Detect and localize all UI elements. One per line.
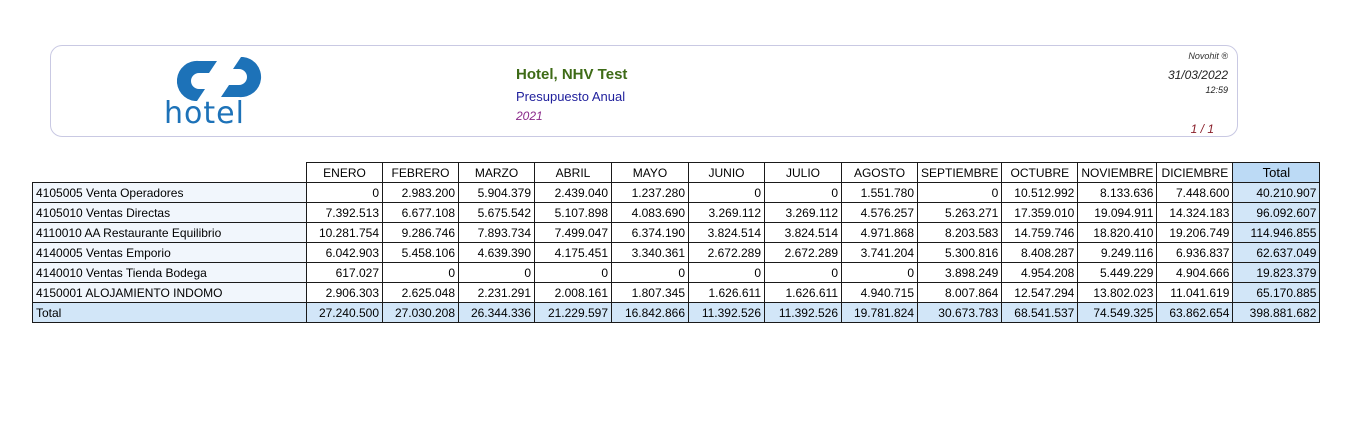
month-value: 8.408.287	[1002, 243, 1078, 263]
account-name: 4140005 Ventas Emporio	[33, 243, 307, 263]
account-name: 4110010 AA Restaurante Equilibrio	[33, 223, 307, 243]
month-value: 1.626.611	[765, 283, 842, 303]
account-name: 4140010 Ventas Tienda Bodega	[33, 263, 307, 283]
report-year: 2021	[516, 109, 543, 123]
month-value: 11.041.619	[1157, 283, 1233, 303]
month-value: 0	[307, 183, 383, 203]
month-value: 0	[689, 183, 765, 203]
month-value: 1.626.611	[689, 283, 765, 303]
table-row	[33, 223, 1320, 243]
table-row	[33, 183, 1320, 203]
month-value: 6.677.108	[383, 203, 459, 223]
report-time: 12:59	[1205, 85, 1228, 95]
month-value: 3.898.249	[918, 263, 1002, 283]
month-value: 1.807.345	[612, 283, 689, 303]
month-value: 14.759.746	[1002, 223, 1078, 243]
page-indicator: 1 / 1	[1190, 122, 1214, 136]
month-value: 5.449.229	[1078, 263, 1157, 283]
month-value: 0	[535, 263, 612, 283]
month-total: 63.862.654	[1157, 303, 1233, 323]
month-value: 3.824.514	[689, 223, 765, 243]
column-header: MAYO	[612, 163, 689, 183]
month-value: 4.904.666	[1157, 263, 1233, 283]
column-header: MARZO	[459, 163, 535, 183]
report-date: 31/03/2022	[1167, 68, 1228, 82]
month-value: 3.741.204	[842, 243, 918, 263]
month-value: 10.281.754	[307, 223, 383, 243]
month-total: 11.392.526	[765, 303, 842, 323]
month-value: 0	[765, 183, 842, 203]
month-value: 8.203.583	[918, 223, 1002, 243]
column-header: NOVIEMBRE	[1078, 163, 1157, 183]
month-value: 1.551.780	[842, 183, 918, 203]
report-subtitle: Presupuesto Anual	[516, 89, 626, 104]
report-hotel-title: Hotel, NHV Test	[516, 66, 628, 83]
column-header: ENERO	[307, 163, 383, 183]
row-total: 40.210.907	[1233, 183, 1320, 203]
row-total: 19.823.379	[1233, 263, 1320, 283]
month-value: 3.269.112	[689, 203, 765, 223]
column-header: ABRIL	[535, 163, 612, 183]
month-value: 2.231.291	[459, 283, 535, 303]
month-value: 7.499.047	[535, 223, 612, 243]
month-value: 617.027	[307, 263, 383, 283]
grand-total: 398.881.682	[1233, 303, 1320, 323]
month-value: 4.175.451	[535, 243, 612, 263]
month-value: 2.625.048	[383, 283, 459, 303]
month-total: 26.344.336	[459, 303, 535, 323]
month-value: 5.458.106	[383, 243, 459, 263]
month-value: 2.008.161	[535, 283, 612, 303]
column-header: JULIO	[765, 163, 842, 183]
month-value: 0	[918, 183, 1002, 203]
column-header: SEPTIEMBRE	[918, 163, 1002, 183]
month-value: 17.359.010	[1002, 203, 1078, 223]
month-value: 2.439.040	[535, 183, 612, 203]
account-name: 4150001 ALOJAMIENTO INDOMO	[33, 283, 307, 303]
month-total: 74.549.325	[1078, 303, 1157, 323]
account-name: 4105010 Ventas Directas	[33, 203, 307, 223]
hotel-logo-wordmark: hotel	[164, 96, 245, 131]
month-value: 13.802.023	[1078, 283, 1157, 303]
month-value: 0	[842, 263, 918, 283]
month-value: 0	[689, 263, 765, 283]
table-total-row	[33, 303, 1320, 323]
table-row	[33, 243, 1320, 263]
month-value: 18.820.410	[1078, 223, 1157, 243]
month-value: 4.083.690	[612, 203, 689, 223]
month-value: 6.936.837	[1157, 243, 1233, 263]
month-value: 5.263.271	[918, 203, 1002, 223]
account-name: 4105005 Venta Operadores	[33, 183, 307, 203]
month-total: 11.392.526	[689, 303, 765, 323]
month-total: 16.842.866	[612, 303, 689, 323]
month-value: 8.133.636	[1078, 183, 1157, 203]
month-value: 7.392.513	[307, 203, 383, 223]
month-value: 4.954.208	[1002, 263, 1078, 283]
month-value: 4.940.715	[842, 283, 918, 303]
month-value: 6.042.903	[307, 243, 383, 263]
month-value: 5.300.816	[918, 243, 1002, 263]
total-column-header: Total	[1233, 163, 1320, 183]
month-value: 14.324.183	[1157, 203, 1233, 223]
column-header: AGOSTO	[842, 163, 918, 183]
month-value: 3.824.514	[765, 223, 842, 243]
month-value: 2.672.289	[765, 243, 842, 263]
row-total: 96.092.607	[1233, 203, 1320, 223]
month-value: 3.340.361	[612, 243, 689, 263]
month-value: 12.547.294	[1002, 283, 1078, 303]
month-value: 0	[383, 263, 459, 283]
month-total: 19.781.824	[842, 303, 918, 323]
brand-label: Novohit ®	[1188, 51, 1228, 61]
month-value: 0	[459, 263, 535, 283]
month-value: 9.286.746	[383, 223, 459, 243]
column-header: DICIEMBRE	[1157, 163, 1233, 183]
month-value: 4.639.390	[459, 243, 535, 263]
month-value: 5.904.379	[459, 183, 535, 203]
month-value: 19.206.749	[1157, 223, 1233, 243]
month-total: 30.673.783	[918, 303, 1002, 323]
month-value: 1.237.280	[612, 183, 689, 203]
month-value: 3.269.112	[765, 203, 842, 223]
month-value: 2.983.200	[383, 183, 459, 203]
month-total: 21.229.597	[535, 303, 612, 323]
month-value: 4.576.257	[842, 203, 918, 223]
month-value: 7.893.734	[459, 223, 535, 243]
month-value: 10.512.992	[1002, 183, 1078, 203]
budget-table	[32, 162, 1320, 323]
month-value: 5.675.542	[459, 203, 535, 223]
month-value: 2.906.303	[307, 283, 383, 303]
column-header: JUNIO	[689, 163, 765, 183]
column-header: OCTUBRE	[1002, 163, 1078, 183]
month-value: 9.249.116	[1078, 243, 1157, 263]
table-row	[33, 283, 1320, 303]
month-value: 6.374.190	[612, 223, 689, 243]
month-value: 0	[612, 263, 689, 283]
row-total: 62.637.049	[1233, 243, 1320, 263]
month-value: 2.672.289	[689, 243, 765, 263]
month-total: 27.240.500	[307, 303, 383, 323]
row-total: 114.946.855	[1233, 223, 1320, 243]
table-row	[33, 263, 1320, 283]
total-row-label: Total	[33, 303, 307, 323]
month-value: 7.448.600	[1157, 183, 1233, 203]
month-total: 68.541.537	[1002, 303, 1078, 323]
month-total: 27.030.208	[383, 303, 459, 323]
row-total: 65.170.885	[1233, 283, 1320, 303]
table-row	[33, 203, 1320, 223]
month-value: 4.971.868	[842, 223, 918, 243]
table-corner-cell	[33, 163, 307, 183]
month-value: 19.094.911	[1078, 203, 1157, 223]
month-value: 5.107.898	[535, 203, 612, 223]
column-header: FEBRERO	[383, 163, 459, 183]
month-value: 0	[765, 263, 842, 283]
table-header-row	[33, 163, 1320, 183]
month-value: 8.007.864	[918, 283, 1002, 303]
